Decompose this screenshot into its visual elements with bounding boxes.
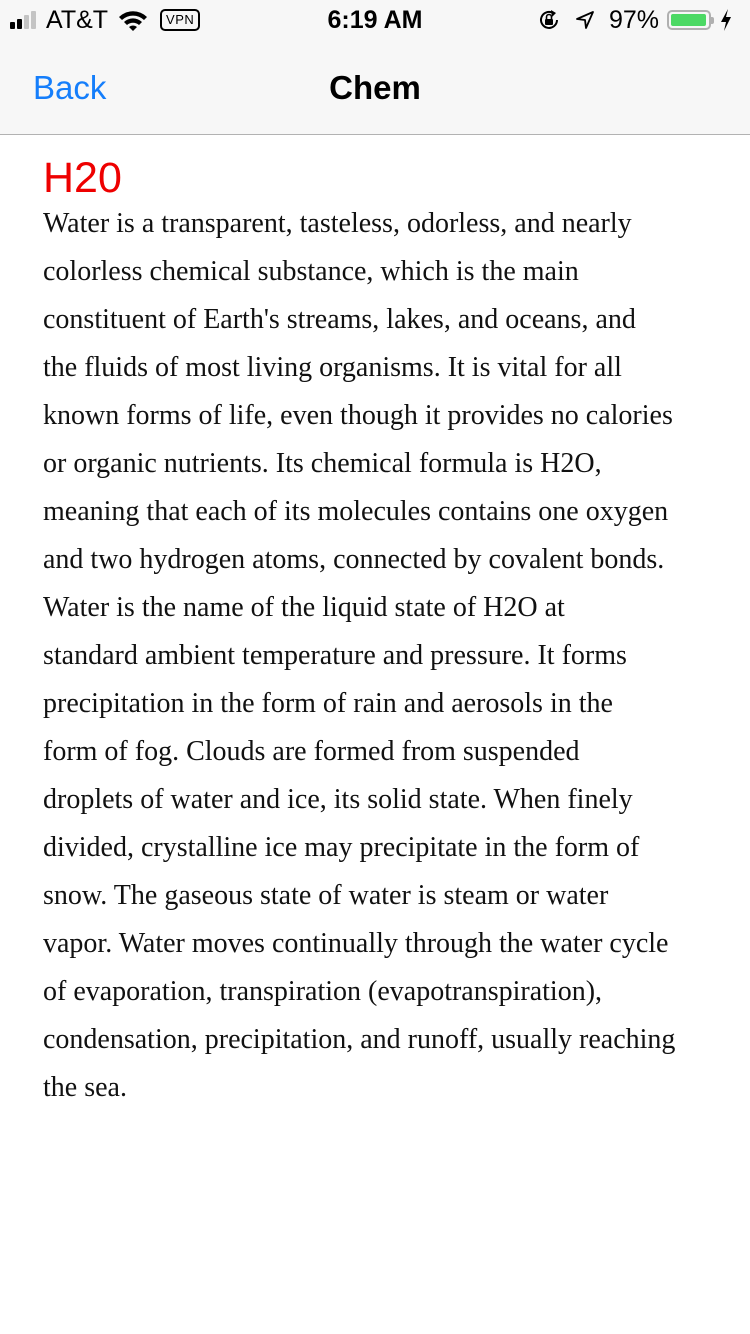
article-body-line: droplets of water and ice, its solid state. When finely [43,784,633,815]
back-button[interactable]: Back [33,69,107,106]
article-body-line: Water is the name of the liquid state of H2O at [43,592,565,623]
battery-tip [711,17,714,24]
nav-title: Chem [329,69,421,106]
article-body-line: the fluids of most living organisms. It is vital for all [43,352,622,383]
article-body-line: of evaporation, transpiration (evapotranspiration), [43,976,603,1007]
article-body-line: constituent of Earth's streams, lakes, and oceans, and [43,304,636,335]
article-body-line: standard ambient temperature and pressure. It forms [43,640,627,671]
article-body-line: vapor. Water moves continually through the water cycle [43,928,669,959]
battery-icon [667,10,711,30]
status-time: 6:19 AM [327,6,423,34]
battery-percent: 97% [608,5,659,34]
article-body-line: the sea. [43,1072,127,1103]
article-body-line: divided, crystalline ice may precipitate in the form of [43,832,640,863]
article-body-line: condensation, precipitation, and runoff, usually reaching [43,1024,676,1055]
carrier-name: AT&T [46,5,109,34]
status-bar-right [537,6,732,34]
vpn-badge: VPN [160,9,200,31]
status-bar [0,0,750,40]
article-heading: H20 [43,154,122,202]
navigation-bar [0,40,750,135]
article-body-line: form of fog. Clouds are formed from suspended [43,736,580,767]
article-body-line: meaning that each of its molecules contains one oxygen [43,496,669,527]
article-body-line: Water is a transparent, tasteless, odorless, and nearly [43,208,632,239]
article-body-line: and two hydrogen atoms, connected by covalent bonds. [43,544,665,575]
battery-level-fill [671,14,706,26]
article-body-line: snow. The gaseous state of water is steam or water [43,880,609,911]
article-body-line: known forms of life, even though it provides no calories [43,400,673,431]
article-body-line: colorless chemical substance, which is the main [43,256,579,287]
rotation-lock-icon [537,8,561,32]
article-body-line: precipitation in the form of rain and aerosols in the [43,688,613,719]
article-body [43,200,723,1112]
article [43,150,723,1112]
charging-bolt-icon [720,9,732,31]
article-body-line: or organic nutrients. Its chemical formula is H2O, [43,448,602,479]
location-arrow-icon [575,10,595,30]
